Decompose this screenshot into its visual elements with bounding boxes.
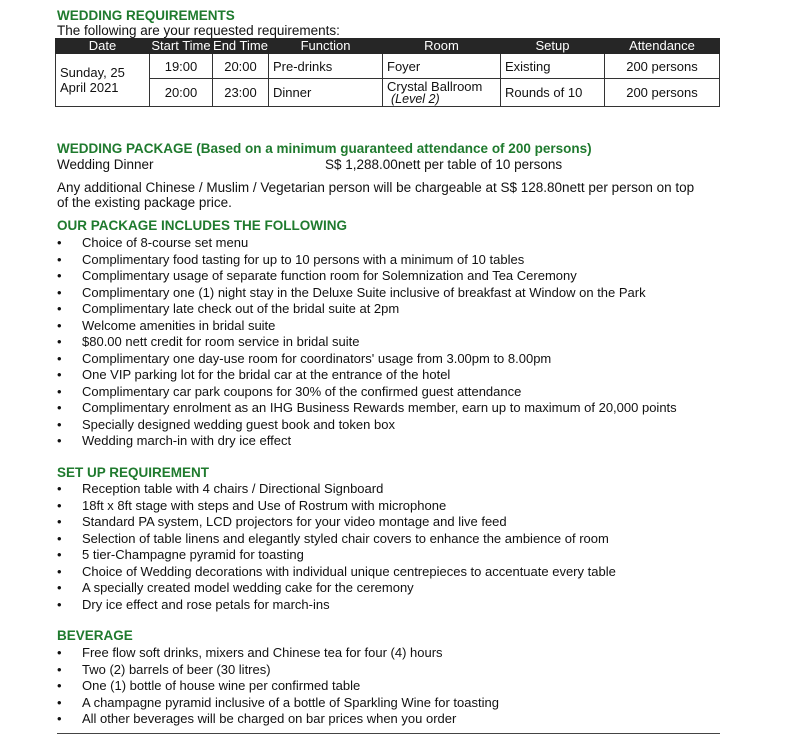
list-item: • Wedding march-in with dry ice effect [57,433,677,450]
start-time-cell: 20:00 [150,79,213,107]
beverage-list [57,645,499,728]
list-item: • Complimentary car park coupons for 30% of the confirmed guest attendance [57,384,677,401]
list-item: • Standard PA system, LCD projectors for your video montage and live feed [57,514,616,531]
requirements-intro: The following are your requested requirements: [57,23,340,38]
list-item: • 18ft x 8ft stage with steps and Use of Rostrum with microphone [57,498,616,515]
col-setup: Setup [501,39,605,54]
list-item: • Choice of Wedding decorations with individual unique centrepieces to accentuate every table [57,564,616,581]
package-item: Wedding Dinner [57,157,154,172]
table-row [56,79,720,107]
list-item: • A specially created model wedding cake for the ceremony [57,580,616,597]
list-item: • Free flow soft drinks, mixers and Chinese tea for four (4) hours [57,645,499,662]
list-item: • Complimentary food tasting for up to 10 persons with a minimum of 10 tables [57,252,677,269]
list-item: • Choice of 8-course set menu [57,235,677,252]
table-header-row [56,39,720,54]
table-row [56,54,720,79]
list-item: • Complimentary enrolment as an IHG Business Rewards member, earn up to maximum of 20,000 points [57,400,677,417]
col-room: Room [383,39,501,54]
beverage-heading: BEVERAGE [57,628,133,643]
room-cell: Foyer [383,54,501,79]
list-item: • Welcome amenities in bridal suite [57,318,677,335]
package-note-line1: Any additional Chinese / Muslim / Vegetarian person will be chargeable at S$ 128.80nett per person on top [57,180,695,195]
setup-cell: Rounds of 10 [501,79,605,107]
requirements-table [55,38,720,107]
end-time-cell: 23:00 [213,79,269,107]
attendance-cell: 200 persons [605,54,720,79]
function-cell: Dinner [269,79,383,107]
includes-heading: OUR PACKAGE INCLUDES THE FOLLOWING [57,218,347,233]
function-cell: Pre-drinks [269,54,383,79]
list-item: • 5 tier-Champagne pyramid for toasting [57,547,616,564]
end-time-cell: 20:00 [213,54,269,79]
setup-list [57,481,616,613]
list-item: • $80.00 nett credit for room service in bridal suite [57,334,677,351]
col-start-time: Start Time [151,38,211,53]
package-note-line2: of the existing package price. [57,195,232,210]
list-item: • All other beverages will be charged on bar prices when you order [57,711,499,728]
list-item: • Two (2) barrels of beer (30 litres) [57,662,499,679]
list-item: • One (1) bottle of house wine per confirmed table [57,678,499,695]
list-item: • Complimentary one (1) night stay in the Deluxe Suite inclusive of breakfast at Window on the Park [57,285,677,302]
list-item: • Complimentary late check out of the bridal suite at 2pm [57,301,677,318]
list-item: • Reception table with 4 chairs / Directional Signboard [57,481,616,498]
room-cell [383,79,501,107]
list-item: • A champagne pyramid inclusive of a bottle of Sparkling Wine for toasting [57,695,499,712]
attendance-cell: 200 persons [605,79,720,107]
start-time-cell: 19:00 [150,54,213,79]
col-function: Function [269,39,383,54]
package-price: S$ 1,288.00nett per table of 10 persons [325,157,563,172]
col-end-time: End Time [213,38,268,53]
setup-cell: Existing [501,54,605,79]
list-item: • Selection of table linens and elegantly styled chair covers to enhance the ambience of room [57,531,616,548]
setup-heading: SET UP REQUIREMENT [57,465,210,480]
includes-list [57,235,677,450]
col-date: Date [56,39,150,54]
bottom-divider [57,733,720,734]
list-item: • Specially designed wedding guest book and token box [57,417,677,434]
list-item: • One VIP parking lot for the bridal car at the entrance of the hotel [57,367,677,384]
list-item: • Complimentary one day-use room for coordinators' usage from 3.00pm to 8.00pm [57,351,677,368]
requirements-heading: WEDDING REQUIREMENTS [57,8,235,23]
col-attendance: Attendance [605,39,720,54]
room-note: (Level 2) [391,92,440,106]
list-item: • Complimentary usage of separate function room for Solemnization and Tea Ceremony [57,268,677,285]
package-heading: WEDDING PACKAGE (Based on a minimum guaranteed attendance of 200 persons) [57,141,592,156]
date-cell: Sunday, 25 April 2021 [56,54,150,107]
room-name: Crystal Ballroom [387,79,483,94]
list-item: • Dry ice effect and rose petals for march-ins [57,597,616,614]
